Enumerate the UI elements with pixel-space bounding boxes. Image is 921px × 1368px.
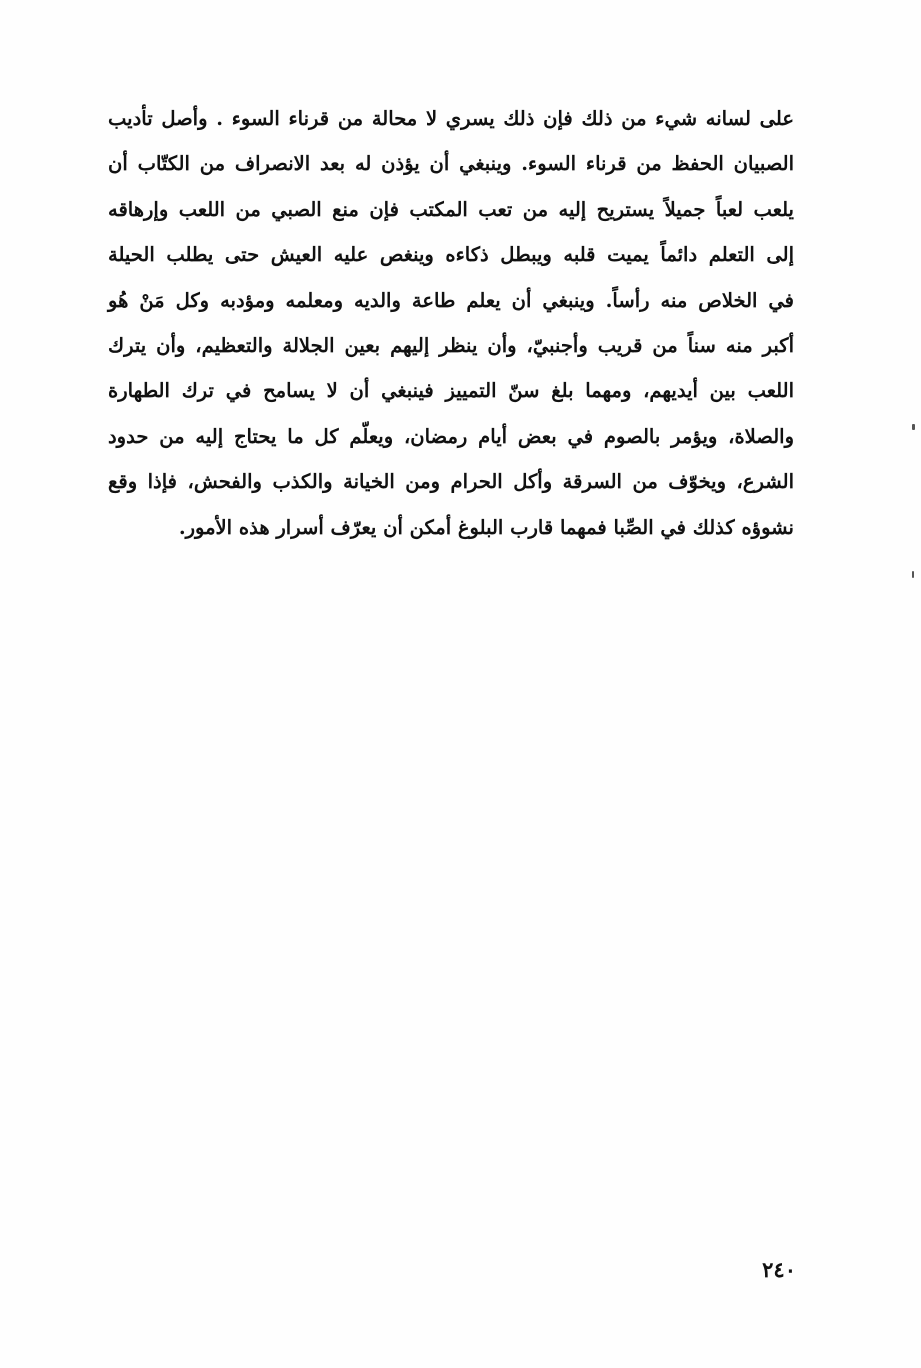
scan-speck — [912, 424, 915, 430]
page-number: ٢٤٠ — [762, 1257, 796, 1282]
text-line: اللعب بين أيديهم، ومهما بلغ سنّ التمييز فينبغي أن لا يسامح في ترك الطهارة — [108, 379, 794, 403]
body-text — [108, 96, 794, 550]
text-line: أكبر منه سناً من قريب وأجنبيّ، وأن ينظر إليهم بعين الجلالة والتعظيم، وأن يترك — [108, 333, 794, 357]
text-line: الصبيان الحفظ من قرناء السوء. وينبغي أن يؤذن له بعد الانصراف من الكتّاب أن — [108, 152, 794, 176]
text-line: على لسانه شيء من ذلك فإن ذلك يسري لا محالة من قرناء السوء . وأصل تأديب — [108, 107, 794, 130]
text-line: إلى التعلم دائماً يميت قلبه ويبطل ذكاءه وينغص عليه العيش حتى يطلب الحيلة — [108, 243, 794, 267]
text-line: والصلاة، ويؤمر بالصوم في بعض أيام رمضان، ويعلّم كل ما يحتاج إليه من حدود — [108, 424, 794, 448]
text-line: يلعب لعباً جميلاً يستريح إليه من تعب المكتب فإن منع الصبي من اللعب وإرهاقه — [108, 197, 794, 221]
text-line: نشوؤه كذلك في الصِّبا فمهما قارب البلوغ أمكن أن يعرّف أسرار هذه الأمور. — [178, 515, 794, 539]
text-line: في الخلاص منه رأساً. وينبغي أن يعلم طاعة والديه ومعلمه ومؤدبه وكل مَنْ هُو — [108, 288, 794, 312]
text-line: الشرع، ويخوّف من السرقة وأكل الحرام ومن الخيانة والكذب والفحش، فإذا وقع — [108, 470, 794, 494]
scan-speck — [912, 571, 914, 578]
